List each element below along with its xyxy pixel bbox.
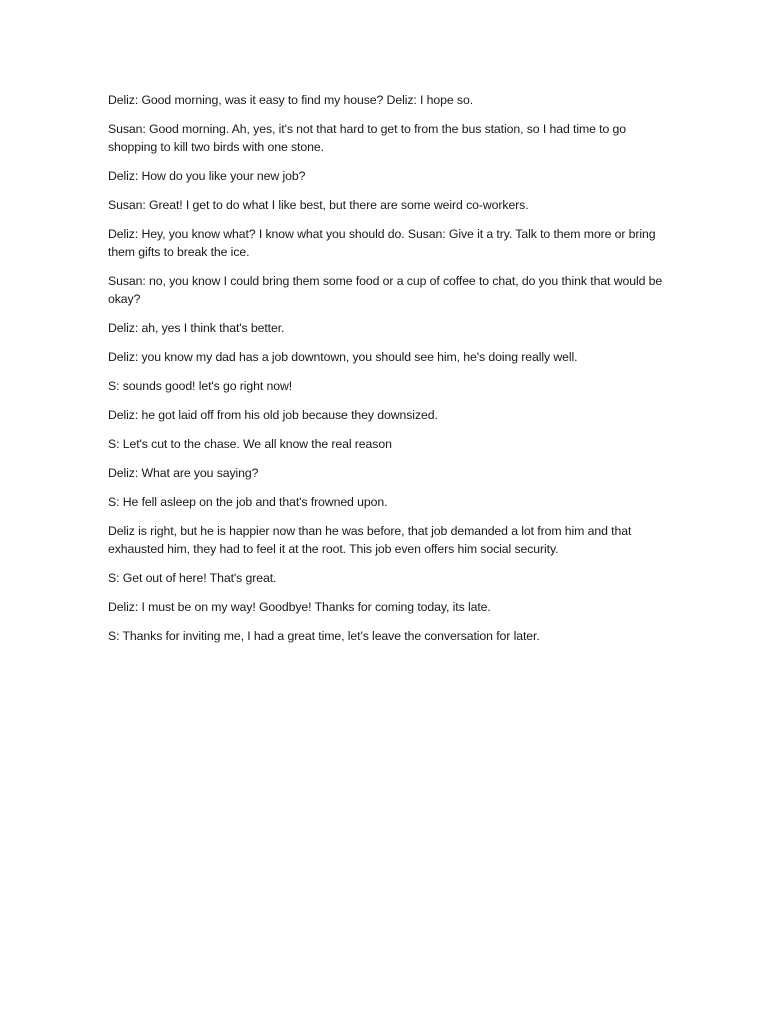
dialogue-line-12: Deliz: What are you saying? xyxy=(108,466,259,480)
dialogue-line-17: S: Thanks for inviting me, I had a great time, let's leave the conversation for later. xyxy=(108,629,540,643)
dialogue-line-3: Deliz: How do you like your new job? xyxy=(108,169,306,183)
dialogue-line-7: Deliz: ah, yes I think that's better. xyxy=(108,321,285,335)
dialogue-line-10: Deliz: he got laid off from his old job because they downsized. xyxy=(108,408,438,422)
dialogue-line-1: Deliz: Good morning, was it easy to find my house? Deliz: I hope so. xyxy=(108,93,474,107)
dialogue-line-11: S: Let's cut to the chase. We all know the real reason xyxy=(108,437,392,451)
dialogue-line-13: S: He fell asleep on the job and that's frowned upon. xyxy=(108,495,388,509)
dialogue-line-14: Deliz is right, but he is happier now than he was before, that job demanded a lot from him and that exhausted him, they had to feel it at the root. This job even offers him social security. xyxy=(108,524,632,556)
dialogue-line-6: Susan: no, you know I could bring them some food or a cup of coffee to chat, do you think that would be okay? xyxy=(108,274,663,306)
dialogue-line-15: S: Get out of here! That's great. xyxy=(108,571,277,585)
dialogue-line-9: S: sounds good! let's go right now! xyxy=(108,379,293,393)
dialogue-line-16: Deliz: I must be on my way! Goodbye! Thanks for coming today, its late. xyxy=(108,600,491,614)
dialogue-line-2: Susan: Good morning. Ah, yes, it's not that hard to get to from the bus station, so I had time to go shopping to kill two birds with one stone. xyxy=(108,122,626,154)
dialogue-line-8: Deliz: you know my dad has a job downtown, you should see him, he's doing really well. xyxy=(108,350,578,364)
dialogue-line-4: Susan: Great! I get to do what I like best, but there are some weird co-workers. xyxy=(108,198,529,212)
dialogue-line-5: Deliz: Hey, you know what? I know what you should do. Susan: Give it a try. Talk to them more or bring them gifts to break the ice. xyxy=(108,227,656,259)
dialogue-body xyxy=(108,91,668,656)
